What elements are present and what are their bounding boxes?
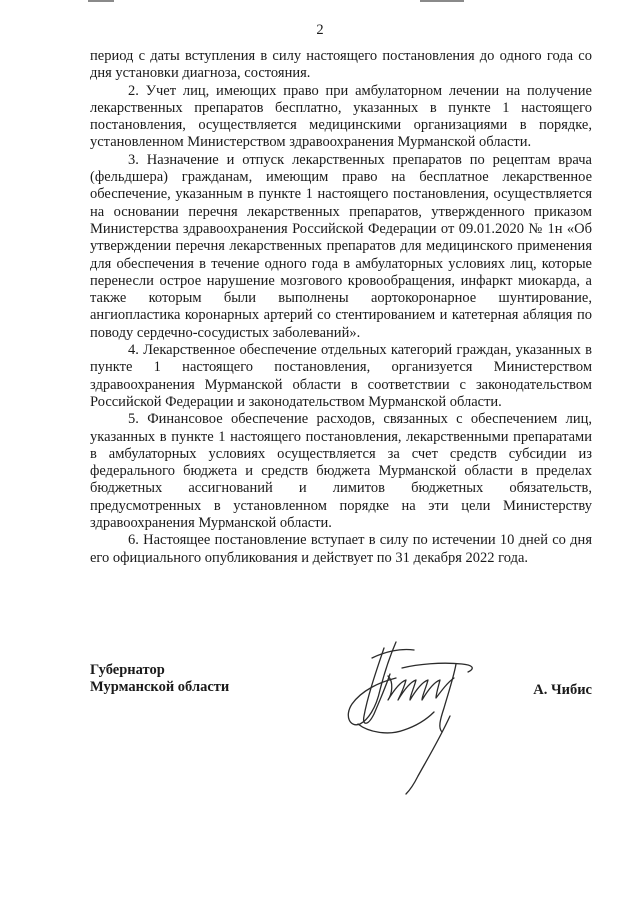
signatory-name: А. Чибис [533, 682, 592, 698]
top-edge-mark-right [420, 0, 464, 2]
paragraph-4: 4. Лекарственное обеспечение отдельных категорий граждан, указанных в пункте 1 настоящего постановления, организуется Министерством здравоохранения Мурманской области в соответствии с законодательством Российской Федерации и законодательством Мурманской области. [90, 342, 592, 410]
handwritten-signature [338, 628, 510, 796]
paragraph-6: 6. Настоящее постановление вступает в силу по истечении 10 дней со дня его официального опубликования и действует по 31 декабря 2022 года. [90, 532, 592, 566]
signatory-title: Губернатор [90, 662, 165, 678]
signatory-region: Мурманской области [90, 679, 230, 696]
paragraph-5: 5. Финансовое обеспечение расходов, связанных с обеспечением лиц, указанных в пункте 1 настоящего постановления, лекарственными препаратами в амбулаторных условиях осуществляется за счет средств субсидии из федерального бюджета и средств бюджета Мурманской области в пределах бюджетных ассигнований и лимитов бюджетных обязательств, предусмотренных в установленном порядке на эти цели Министерству здравоохранения Мурманской области. [90, 411, 592, 532]
document-body [90, 48, 592, 567]
page-number: 2 [316, 22, 324, 38]
paragraph-continuation: период с даты вступления в силу настоящего постановления до одного года со дня установки диагноза, состояния. [90, 48, 592, 82]
paragraph-3: 3. Назначение и отпуск лекарственных препаратов по рецептам врача (фельдшера) гражданам, имеющим право на бесплатное лекарственное обеспечение, указанным в пункте 1 настоящего постановления, осуществляется на основании перечня лекарственных препаратов, утвержденного приказом Министерства здравоохранения Российской Федерации от 09.01.2020 № 1н «Об утверждении перечня лекарственных препаратов для медицинского применения для обеспечения в течение одного года в амбулаторных условиях лиц, которые перенесли острое нарушение мозгового кровообращения, инфаркт миокарда, а также которым были выполнены аортокоронарное шунтирование, ангиопластика коронарных артерий со стентированием и катетерная абляция по поводу сердечно-сосудистых заболеваний». [90, 151, 592, 341]
top-edge-mark-left [88, 0, 114, 2]
paragraph-2: 2. Учет лиц, имеющих право при амбулаторном лечении на получение лекарственных препаратов бесплатно, указанных в пункте 1 настоящего постановления, осуществляется медицинскими организациями в порядке, установленном Министерством здравоохранения Мурманской области. [90, 82, 592, 151]
